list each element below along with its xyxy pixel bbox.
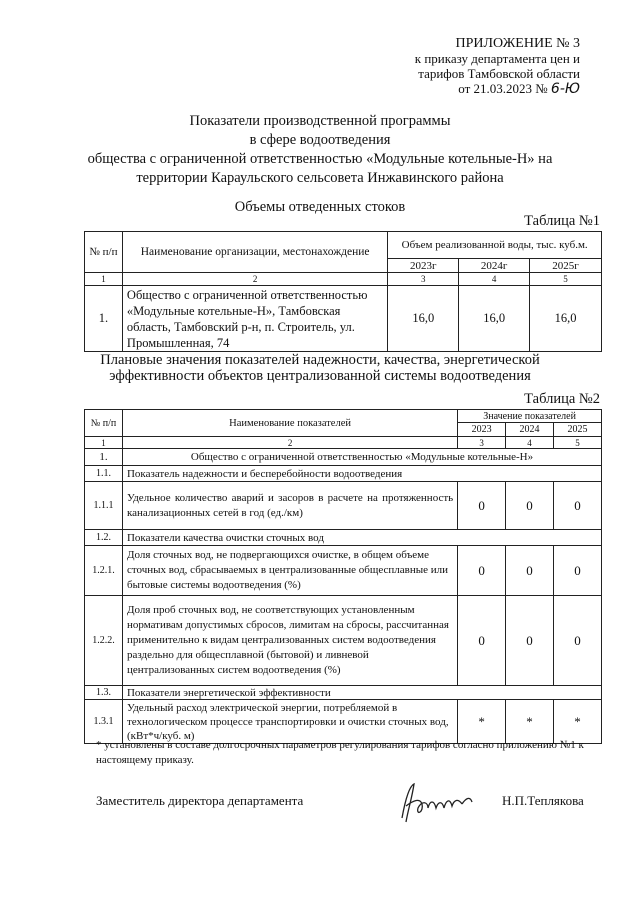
appendix-header	[330, 36, 580, 97]
t2-year-2023: 2023	[458, 423, 506, 437]
t2-index: 1	[85, 437, 123, 449]
t2-index: 5	[554, 437, 602, 449]
t1-index: 5	[530, 273, 602, 286]
volumes-table	[84, 231, 602, 352]
signatory-position: Заместитель директора департамента	[96, 793, 304, 808]
t2-value-2025: 0	[554, 546, 602, 596]
table1-heading: Объемы отведенных стоков	[234, 199, 406, 215]
t2-value-2024: 0	[506, 546, 554, 596]
t2-value-2024: 0	[506, 596, 554, 686]
t1-header-volume: Объем реализованной воды, тыс. куб.м.	[388, 232, 602, 259]
appendix-heading: ПРИЛОЖЕНИЕ № 3	[455, 36, 580, 51]
appendix-date-text: от 21.03.2023 №	[458, 81, 548, 96]
program-title	[0, 112, 640, 188]
t2-value-2025: 0	[554, 482, 602, 530]
t2-row-name: Удельное количество аварий и засоров в расчете на протяженность канализационных сетей в год (ед./км)	[122, 482, 457, 530]
t2-section-name: Показатели качества очистки сточных вод	[122, 530, 601, 546]
t2-section-name: Показатели энергетической эффективности	[122, 686, 601, 700]
t2-header-values: Значение показателей	[458, 410, 602, 423]
title-line-1: Показатели производственной программы	[189, 113, 451, 129]
t2-section-num: 1.3.	[85, 686, 123, 700]
t1-year-2025: 2025г	[530, 259, 602, 273]
t2-row-num: 1.2.1.	[85, 546, 123, 596]
t2-value-2025: 0	[554, 596, 602, 686]
t2-year-2025: 2025	[554, 423, 602, 437]
t1-row-name: Общество с ограниченной ответственностью «Модульные котельные-Н», Тамбовская область, Тамбовский р-н, п. Строитель, ул. Промышленная, 74	[122, 286, 387, 352]
t1-value-2024: 16,0	[459, 286, 530, 352]
t1-value-2025: 16,0	[530, 286, 602, 352]
t2-header-name: Наименование показателей	[122, 410, 457, 437]
t1-index: 1	[85, 273, 123, 286]
t2-section-num: 1.2.	[85, 530, 123, 546]
t2-value-2023: 0	[458, 546, 506, 596]
t1-year-2024: 2024г	[459, 259, 530, 273]
t2-index: 2	[122, 437, 457, 449]
t1-header-num: № п/п	[85, 232, 123, 273]
t2-row-name: Доля сточных вод, не подвергающихся очистке, в общем объеме сточных вод, сбрасываемых в централизованные общесплавные или бытовые системы водоотведения (%)	[122, 546, 457, 596]
appendix-line-1: к приказу департамента цен и	[414, 51, 580, 66]
indicators-table	[84, 409, 602, 744]
t2-year-2024: 2024	[506, 423, 554, 437]
t1-year-2023: 2023г	[388, 259, 459, 273]
t2-value-2023: 0	[458, 482, 506, 530]
signatory-name: Н.П.Теплякова	[502, 793, 584, 808]
t2-value-2023: *	[458, 700, 506, 744]
table2-heading-line-1: Плановые значения показателей надежности, качества, энергетической	[100, 352, 540, 368]
handwritten-signature	[396, 778, 476, 828]
t1-index: 4	[459, 273, 530, 286]
t2-org-num: 1.	[85, 449, 123, 466]
t1-index: 3	[388, 273, 459, 286]
appendix-date	[330, 81, 580, 97]
t2-org-name: Общество с ограниченной ответственностью «Модульные котельные-Н»	[122, 449, 601, 466]
footnote: * установлены в составе долгосрочных параметров регулирования тарифов согласно приложению №1 к настоящему приказу.	[96, 739, 584, 766]
t2-header-num: № п/п	[85, 410, 123, 437]
table2-label: Таблица №2	[524, 391, 600, 407]
t2-row-num: 1.2.2.	[85, 596, 123, 686]
t1-header-name: Наименование организации, местонахождение	[122, 232, 387, 273]
t2-value-2024: 0	[506, 482, 554, 530]
table2-heading	[0, 352, 640, 384]
table2-heading-line-2: эффективности объектов централизованной системы водоотведения	[109, 368, 531, 384]
handwritten-order-number: 6-Ю	[550, 81, 580, 97]
t2-row-name: Доля проб сточных вод, не соответствующих установленным нормативам допустимых сбросов, лимитам на сбросы, рассчитанная применительно к видам централизованных систем водоотведения раздельно для общесплавной (бытовой) и ливневой централизованных систем водоотведения (%)	[122, 596, 457, 686]
t1-value-2023: 16,0	[388, 286, 459, 352]
title-line-2: в сфере водоотведения	[249, 132, 391, 148]
t2-index: 4	[506, 437, 554, 449]
title-line-4: территории Караульского сельсовета Инжавинского района	[136, 170, 504, 186]
t1-index: 2	[122, 273, 387, 286]
t2-value-2025: *	[554, 700, 602, 744]
t2-row-name: Удельный расход электрической энергии, потребляемой в технологическом процессе транспортировки и очистки сточных вод, (кВт*ч/куб. м)	[122, 700, 457, 744]
t2-value-2024: *	[506, 700, 554, 744]
appendix-line-2: тарифов Тамбовской области	[418, 66, 580, 81]
t2-index: 3	[458, 437, 506, 449]
t2-section-name: Показатель надежности и бесперебойности водоотведения	[122, 466, 601, 482]
t2-value-2023: 0	[458, 596, 506, 686]
title-line-3: общества с ограниченной ответственностью «Модульные котельные-Н» на	[87, 151, 553, 167]
t2-section-num: 1.1.	[85, 466, 123, 482]
t2-row-num: 1.1.1	[85, 482, 123, 530]
t1-row-num: 1.	[85, 286, 123, 352]
table1-label: Таблица №1	[524, 213, 600, 229]
t2-row-num: 1.3.1	[85, 700, 123, 744]
